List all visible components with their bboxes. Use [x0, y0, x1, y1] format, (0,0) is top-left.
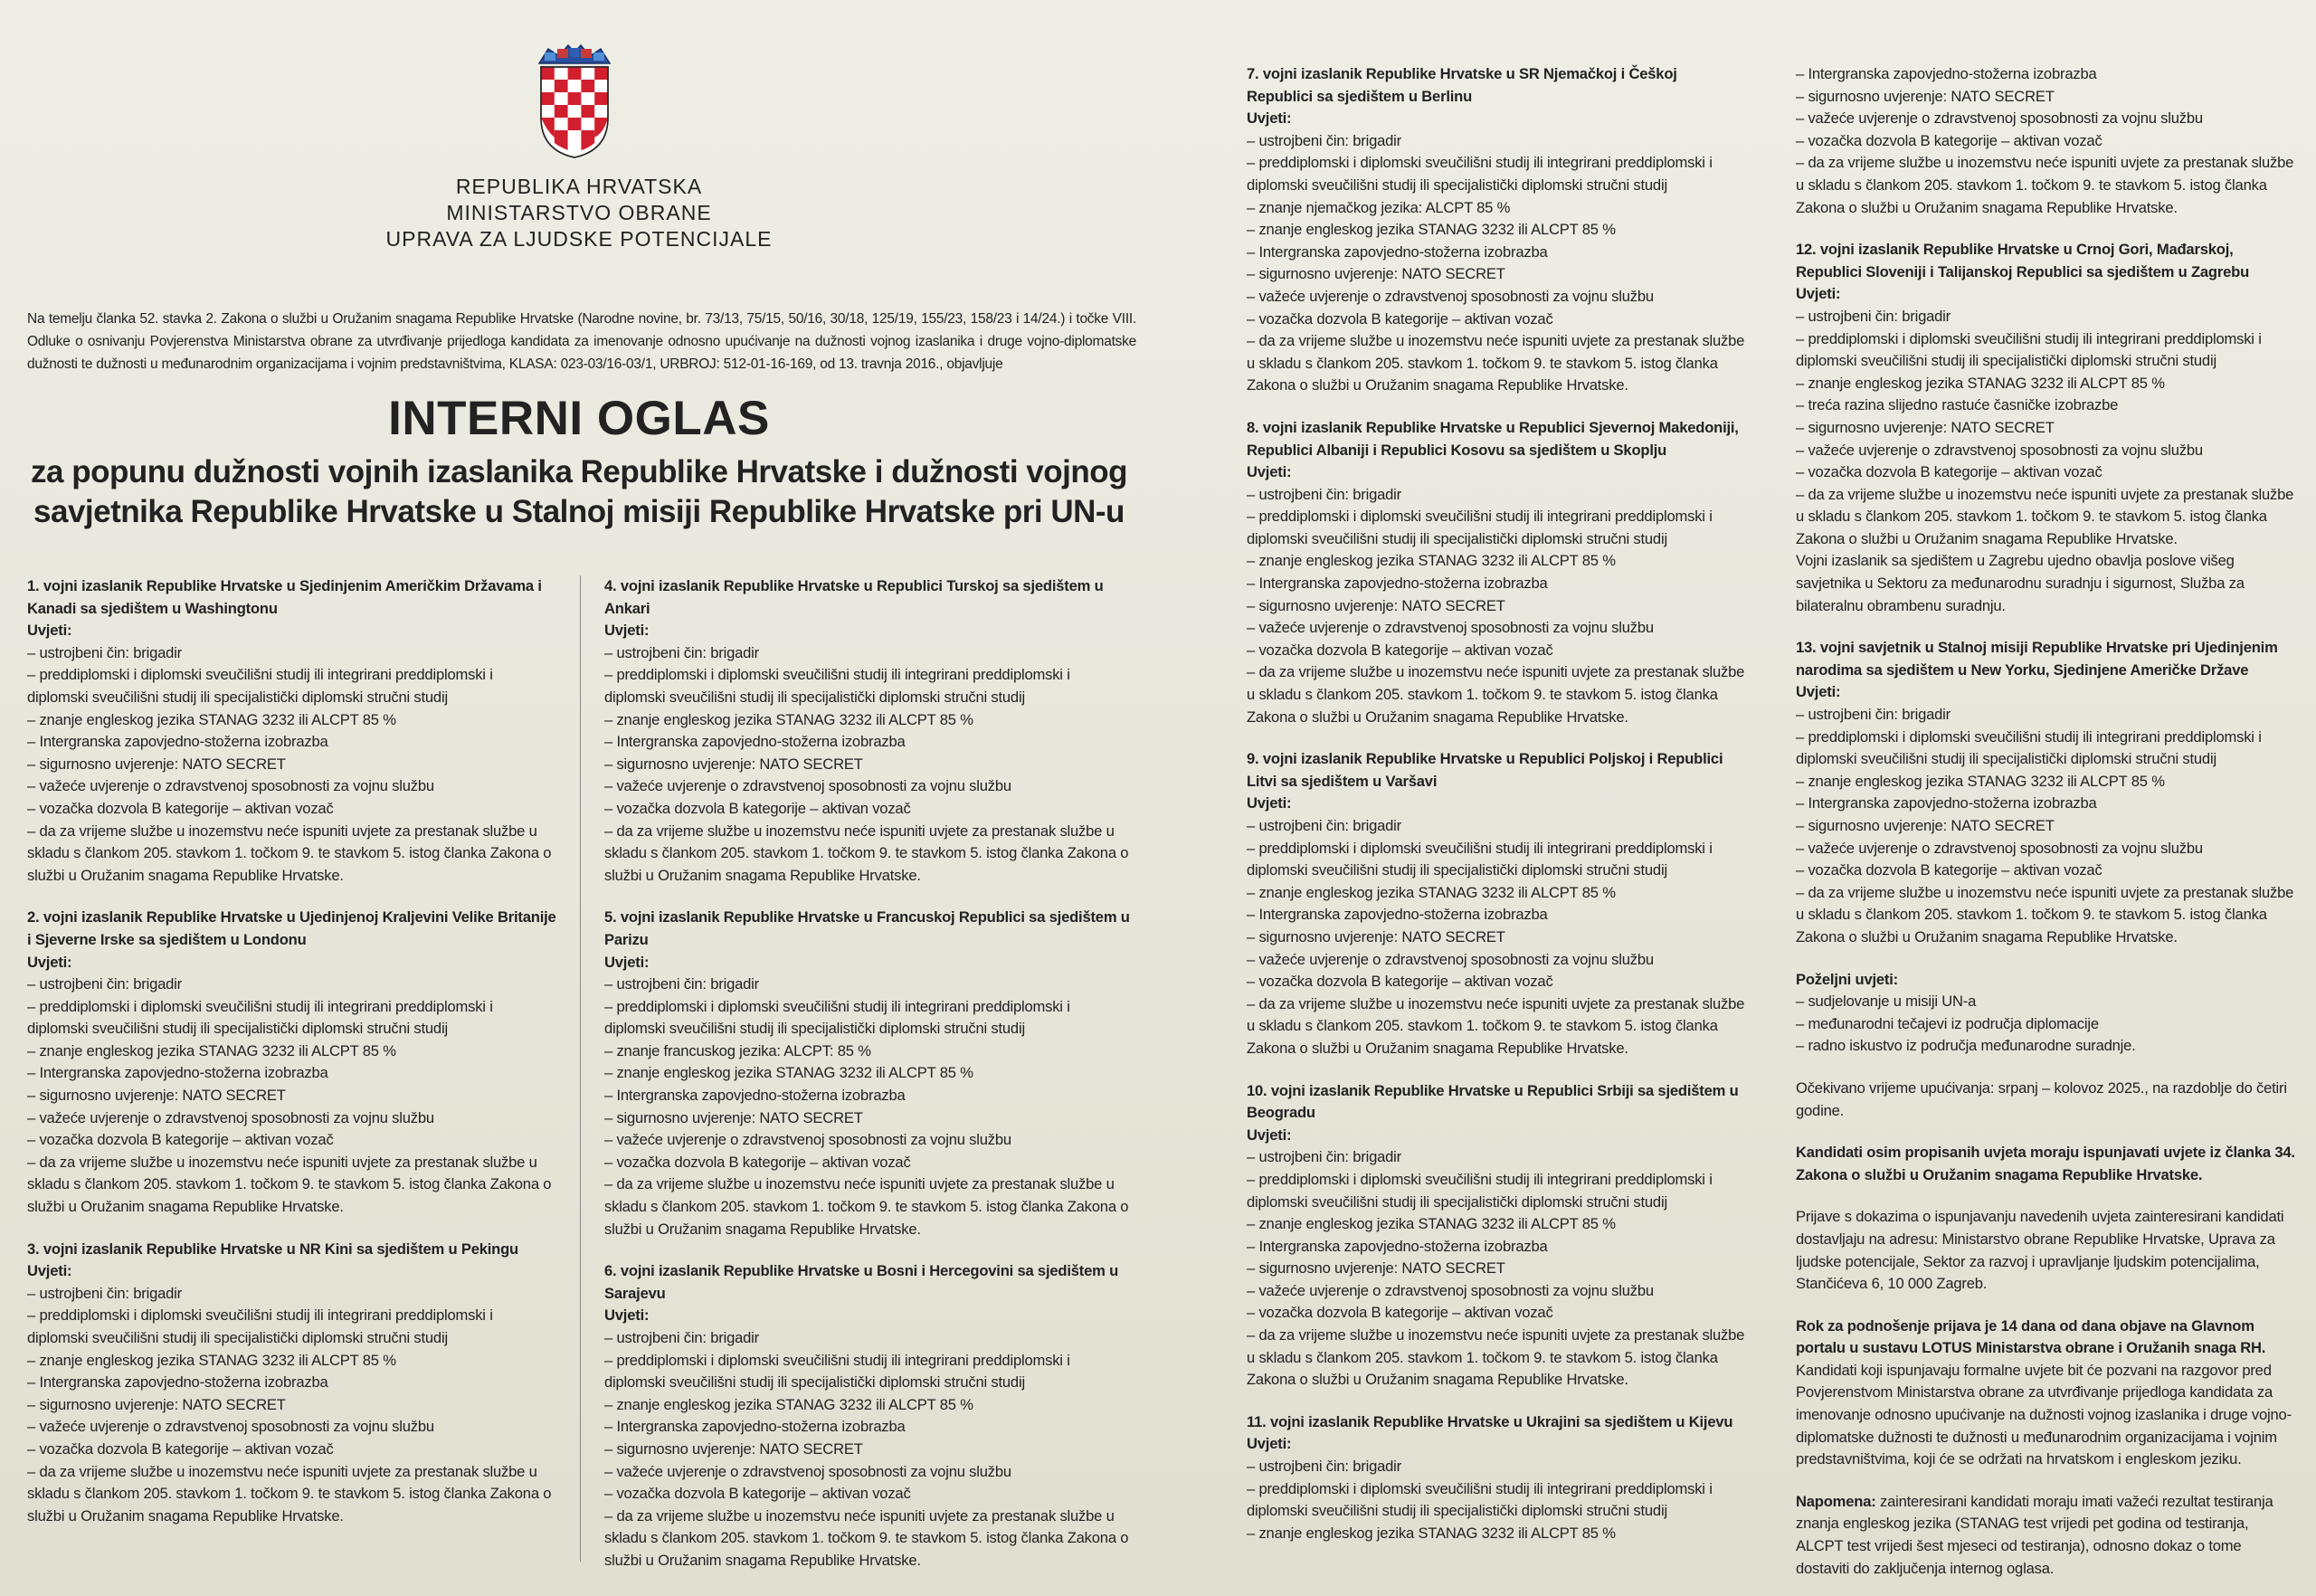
condition-security: – sigurnosno uvjerenje: NATO SECRET: [604, 1108, 863, 1126]
condition-service: – da za vrijeme službe u inozemstvu neće ispuniti uvjete za prestanak službe u skladu s člankom 205. stavkom 1. točkom 9. te stavkom 5. istog članka Zakona o službi u Oružanim snagama Republike Hrvatske.: [1796, 485, 2294, 547]
condition-health: – važeće uvjerenje o zdravstvenoj sposobnosti za vojnu službu: [604, 777, 1011, 795]
conditions-label: Uvjeti:: [27, 622, 72, 640]
condition-rank: – ustrojbeni čin: brigadir: [1247, 485, 1401, 503]
condition-english: – znanje engleskog jezika STANAG 3232 ili ALCPT 85 %: [1796, 374, 2165, 392]
condition-study: – preddiplomski i diplomski sveučilišni studij ili integrirani preddiplomski i diplomski sveučilišni studij ili specijalistički diplomski stručni studij: [1796, 329, 2262, 370]
condition-english: – znanje engleskog jezika STANAG 3232 ili ALCPT 85 %: [1796, 772, 2165, 790]
condition-security: – sigurnosno uvjerenje: NATO SECRET: [27, 1395, 286, 1413]
condition-health: – važeće uvjerenje o zdravstvenoj sposobnosti za vojnu službu: [604, 1131, 1011, 1149]
position-title: 5. vojni izaslanik Republike Hrvatske u Francuskoj Republici sa sjedištem u Parizu: [604, 908, 1130, 948]
condition-study: – preddiplomski i diplomski sveučilišni studij ili integrirani preddiplomski i diplomski sveučilišni studij ili specijalistički diplomski stručni studij: [27, 1306, 493, 1346]
condition-health: – važeće uvjerenje o zdravstvenoj sposobnosti za vojnu službu: [1796, 839, 2203, 857]
condition-service: – da za vrijeme službe u inozemstvu neće ispuniti uvjete za prestanak službe u skladu s člankom 205. stavkom 1. točkom 9. te stavkom 5. istog članka Zakona o službi u Oružanim snagama Republike Hrvatske.: [604, 1506, 1129, 1569]
condition-rank: – ustrojbeni čin: brigadir: [1796, 307, 1951, 325]
position-section-5: [604, 907, 1134, 1240]
condition-study: – preddiplomski i diplomski sveučilišni studij ili integrirani preddiplomski i diplomski sveučilišni studij ili specijalistički diplomski stručni studij: [604, 1351, 1070, 1392]
conditions-label: Uvjeti:: [1247, 1126, 1292, 1144]
condition-staff-training: – Intergranska zapovjedno-stožerna izobrazba: [1247, 1237, 1548, 1255]
column-2: [604, 575, 1134, 1592]
condition-service: – da za vrijeme službe u inozemstvu neće ispuniti uvjete za prestanak službe u skladu s člankom 205. stavkom 1. točkom 9. te stavkom 5. istog članka Zakona o službi u Oružanim snagama Republike Hrvatske.: [1247, 663, 1745, 726]
application-deadline: Rok za podnošenje prijava je 14 dana od dana objave na Glavnom portalu u sustavu LOTUS Ministarstva obrane i Oružanih snaga RH.: [1796, 1316, 2266, 1357]
condition-study: – preddiplomski i diplomski sveučilišni studij ili integrirani preddiplomski i diplomski sveučilišni studij ili specijalistički diplomski stručni studij: [604, 666, 1070, 706]
condition-license: – vozačka dozvola B kategorije – aktivan vozač: [1247, 973, 1553, 991]
condition-english: – znanje engleskog jezika STANAG 3232 ili ALCPT 85 %: [1247, 1524, 1616, 1542]
condition-rank: – ustrojbeni čin: brigadir: [1247, 131, 1401, 149]
condition-license: – vozačka dozvola B kategorije – aktivan vozač: [1247, 309, 1553, 328]
condition-rank: – ustrojbeni čin: brigadir: [1247, 1458, 1401, 1476]
condition-english: – znanje engleskog jezika STANAG 3232 ili ALCPT 85 %: [27, 1041, 396, 1059]
desired-item: – međunarodni tečajevi iz područja diplomacije: [1796, 1014, 2099, 1032]
condition-service: – da za vrijeme službe u inozemstvu neće ispuniti uvjete za prestanak službe u skladu s člankom 205. stavkom 1. točkom 9. te stavkom 5. istog članka Zakona o službi u Oružanim snagama Republike Hrvatske.: [604, 822, 1129, 884]
condition-health: – važeće uvjerenje o zdravstvenoj sposobnosti za vojnu službu: [1796, 109, 2203, 128]
condition-english: – znanje engleskog jezika STANAG 3232 ili ALCPT 85 %: [1247, 1215, 1616, 1233]
issuer-country: REPUBLIKA HRVATSKA: [455, 175, 703, 198]
position-title: 4. vojni izaslanik Republike Hrvatske u Republici Turskoj sa sjedištem u Ankari: [604, 577, 1104, 617]
condition-rank: – ustrojbeni čin: brigadir: [1247, 817, 1401, 834]
condition-staff-training: – Intergranska zapovjedno-stožerna izobrazba: [604, 1087, 906, 1105]
conditions-label: Uvjeti:: [1796, 683, 1841, 701]
notice-subtitle: [27, 452, 1131, 532]
condition-staff-training: – Intergranska zapovjedno-stožerna izobrazba: [1796, 65, 2097, 82]
conditions-label: Uvjeti:: [27, 953, 72, 971]
condition-license: – vozačka dozvola B kategorije – aktivan vozač: [27, 799, 334, 817]
condition-health: – važeće uvjerenje o zdravstvenoj sposobnosti za vojnu službu: [27, 1108, 434, 1126]
condition-staff-training: – Intergranska zapovjedno-stožerna izobrazba: [27, 1064, 328, 1082]
condition-english: – znanje engleskog jezika STANAG 3232 ili ALCPT 85 %: [604, 710, 973, 728]
condition-health: – važeće uvjerenje o zdravstvenoj sposobnosti za vojnu službu: [27, 777, 434, 795]
conditions-label: Uvjeti:: [1247, 109, 1292, 128]
condition-service: – da za vrijeme službe u inozemstvu neće ispuniti uvjete za prestanak službe u skladu s člankom 205. stavkom 1. točkom 9. te stavkom 5. istog članka Zakona o službi u Oružanim snagama Republike Hrvatske.: [1247, 332, 1745, 394]
candidate-requirements: Kandidati osim propisanih uvjeta moraju ispunjavati uvjete iz članka 34. Zakona o službi u Oružanim snagama Republike Hrvatske.: [1796, 1144, 2295, 1183]
conditions-label: Uvjeti:: [1247, 794, 1292, 812]
condition-security: – sigurnosno uvjerenje: NATO SECRET: [27, 1087, 286, 1105]
condition-english: – znanje engleskog jezika STANAG 3232 ili ALCPT 85 %: [27, 710, 396, 728]
condition-service: – da za vrijeme službe u inozemstvu neće ispuniti uvjete za prestanak službe u skladu s člankom 205. stavkom 1. točkom 9. te stavkom 5. istog članka Zakona o službi u Oružanim snagama Republike Hrvatske.: [1247, 994, 1745, 1057]
issuer-ministry: MINISTARSTVO OBRANE: [446, 201, 712, 224]
condition-study: – preddiplomski i diplomski sveučilišni studij ili integrirani preddiplomski i diplomski sveučilišni studij ili specijalistički diplomski stručni studij: [1796, 727, 2262, 768]
issuer-header: [27, 174, 1131, 252]
condition-rank: – ustrojbeni čin: brigadir: [604, 1329, 759, 1346]
condition-health: – važeće uvjerenje o zdravstvenoj sposobnosti za vojnu službu: [1796, 441, 2203, 459]
desired-item: – sudjelovanje u misiji UN-a: [1796, 993, 1977, 1011]
condition-license: – vozačka dozvola B kategorije – aktivan vozač: [1247, 641, 1553, 659]
condition-officer-education: – treća razina slijedno rastuće časničke izobrazbe: [1796, 396, 2119, 414]
condition-german: – znanje njemačkog jezika: ALCPT 85 %: [1247, 198, 1511, 216]
condition-license: – vozačka dozvola B kategorije – aktivan vozač: [27, 1439, 334, 1458]
condition-service: – da za vrijeme službe u inozemstvu neće ispuniti uvjete za prestanak službe u skladu s člankom 205. stavkom 1. točkom 9. te stavkom 5. istog članka Zakona o službi u Oružanim snagama Republike Hrvatske.: [1247, 1326, 1745, 1389]
condition-rank: – ustrojbeni čin: brigadir: [1796, 706, 1951, 724]
position-title: 9. vojni izaslanik Republike Hrvatske u Republici Poljskoj i Republici Litvi sa sjedištem u Varšavi: [1247, 750, 1723, 790]
condition-license: – vozačka dozvola B kategorije – aktivan vozač: [1796, 861, 2102, 879]
condition-health: – važeće uvjerenje o zdravstvenoj sposobnosti za vojnu službu: [1247, 619, 1654, 637]
position-title: 13. vojni savjetnik u Stalnoj misiji Republike Hrvatske pri Ujedinjenim narodima sa sjedištem u New Yorku, Sjedinjene Američke Države: [1796, 639, 2278, 679]
position-note: Vojni izaslanik sa sjedištem u Zagrebu ujedno obavlja poslove višeg savjetnika u Sektoru za međunarodnu suradnju i sigurnost, Služba za bilateralnu obrambenu suradnju.: [1796, 552, 2245, 614]
condition-security: – sigurnosno uvjerenje: NATO SECRET: [1247, 1259, 1505, 1278]
condition-service: – da za vrijeme službe u inozemstvu neće ispuniti uvjete za prestanak službe u skladu s člankom 205. stavkom 1. točkom 9. te stavkom 5. istog članka Zakona o službi u Oružanim snagama Republike Hrvatske.: [604, 1175, 1129, 1238]
condition-security: – sigurnosno uvjerenje: NATO SECRET: [1247, 596, 1505, 614]
condition-french: – znanje francuskog jezika: ALCPT: 85 %: [604, 1041, 871, 1059]
condition-health: – važeće uvjerenje o zdravstvenoj sposobnosti za vojnu službu: [27, 1418, 434, 1436]
position-section-1: [27, 575, 557, 887]
position-section-3: [27, 1239, 557, 1528]
condition-staff-training: – Intergranska zapovjedno-stožerna izobrazba: [604, 733, 906, 751]
position-section-13: [1796, 637, 2295, 948]
note-label: Napomena:: [1796, 1492, 1876, 1510]
conditions-label: Uvjeti:: [1247, 463, 1292, 481]
position-section-10: [1247, 1080, 1746, 1392]
condition-staff-training: – Intergranska zapovjedno-stožerna izobrazba: [1796, 794, 2097, 812]
condition-english: – znanje engleskog jezika STANAG 3232 ili ALCPT 85 %: [604, 1395, 973, 1413]
croatian-coat-of-arms-icon: [534, 43, 615, 159]
condition-rank: – ustrojbeni čin: brigadir: [27, 643, 182, 661]
conditions-label: Uvjeti:: [604, 953, 650, 971]
position-title: 1. vojni izaslanik Republike Hrvatske u Sjedinjenim Američkim Državama i Kanadi sa sjedištem u Washingtonu: [27, 577, 542, 617]
desired-conditions: [1796, 969, 2295, 1058]
column-1: [27, 575, 557, 1547]
application-address: Prijave s dokazima o ispunjavanju navedenih uvjeta zainteresirani kandidati dostavljaju na adresu: Ministarstvo obrane Republike Hrvatske, Uprava za ljudske potencijale, Sektor za razvoj i upravljanje ljudskim potencijalima, Stančićeva 6, 10 000 Zagreb.: [1796, 1208, 2284, 1293]
position-title: 11. vojni izaslanik Republike Hrvatske u Ukrajini sa sjedištem u Kijevu: [1247, 1412, 1733, 1430]
position-section-4: [604, 575, 1134, 887]
condition-study: – preddiplomski i diplomski sveučilišni studij ili integrirani preddiplomski i diplomski sveučilišni studij ili specijalistički diplomski stručni studij: [1247, 154, 1713, 194]
interview-info: Kandidati koji ispunjavaju formalne uvjete bit će pozvani na razgovor pred Povjerenstvom Ministarstva obrane za utvrđivanje prijedloga kandidata za imenovanje odnosno upućivanje na dužnosti vojnog izaslanika i druge vojno-diplomatske dužnosti te dužnosti u međunarodnim organizacijama i vojnim predstavništvima, koji će se održati na hrvatskom i engleskom jeziku.: [1796, 1361, 2292, 1468]
expected-deployment: Očekivano vrijeme upućivanja: srpanj – kolovoz 2025., na razdoblje do četiri godine.: [1796, 1078, 2287, 1119]
condition-security: – sigurnosno uvjerenje: NATO SECRET: [1247, 927, 1505, 945]
condition-study: – preddiplomski i diplomski sveučilišni studij ili integrirani preddiplomski i diplomski sveučilišni studij ili specijalistički diplomski stručni studij: [1247, 1170, 1713, 1211]
position-title: 8. vojni izaslanik Republike Hrvatske u Republici Sjevernoj Makedoniji, Republici Albaniji i Republici Kosovu sa sjedištem u Skoplju: [1247, 418, 1739, 459]
position-section-6: [604, 1260, 1134, 1572]
condition-security: – sigurnosno uvjerenje: NATO SECRET: [1796, 418, 2055, 436]
condition-staff-training: – Intergranska zapovjedno-stožerna izobrazba: [27, 1373, 328, 1392]
condition-staff-training: – Intergranska zapovjedno-stožerna izobrazba: [1247, 242, 1548, 261]
condition-study: – preddiplomski i diplomski sveučilišni studij ili integrirani preddiplomski i diplomski sveučilišni studij ili specijalistički diplomski stručni studij: [1247, 508, 1713, 547]
condition-english: – znanje engleskog jezika STANAG 3232 ili ALCPT 85 %: [1247, 221, 1616, 239]
conditions-label: Uvjeti:: [604, 622, 650, 640]
condition-rank: – ustrojbeni čin: brigadir: [604, 643, 759, 661]
subtitle-line-2: savjetnika Republike Hrvatske u Stalnoj misiji Republike Hrvatske pri UN-u: [33, 494, 1125, 529]
position-section-11-continued: [1796, 63, 2295, 219]
condition-study: – preddiplomski i diplomski sveučilišni studij ili integrirani preddiplomski i diplomski sveučilišni studij ili specijalistički diplomski stručni studij: [1247, 1479, 1713, 1520]
condition-study: – preddiplomski i diplomski sveučilišni studij ili integrirani preddiplomski i diplomski sveučilišni studij ili specijalistički diplomski stručni studij: [27, 666, 493, 706]
issuer-directorate: UPRAVA ZA LJUDSKE POTENCIJALE: [385, 227, 773, 251]
condition-license: – vozačka dozvola B kategorije – aktivan vozač: [604, 799, 911, 817]
position-title: 12. vojni izaslanik Republike Hrvatske u Crnoj Gori, Mađarskoj, Republici Sloveniji i Talijanskoj Republici sa sjedištem u Zagrebu: [1796, 241, 2250, 280]
condition-license: – vozačka dozvola B kategorije – aktivan vozač: [27, 1131, 334, 1149]
condition-rank: – ustrojbeni čin: brigadir: [27, 975, 182, 993]
position-title: 10. vojni izaslanik Republike Hrvatske u Republici Srbiji sa sjedištem u Beogradu: [1247, 1081, 1739, 1122]
conditions-label: Uvjeti:: [604, 1306, 650, 1325]
conditions-label: Uvjeti:: [1247, 1435, 1292, 1453]
condition-license: – vozačka dozvola B kategorije – aktivan vozač: [604, 1485, 911, 1503]
position-section-7: [1247, 63, 1746, 397]
conditions-label: Uvjeti:: [1796, 285, 1841, 303]
condition-service: – da za vrijeme službe u inozemstvu neće ispuniti uvjete za prestanak službe u skladu s člankom 205. stavkom 1. točkom 9. te stavkom 5. istog članka Zakona o službi u Oružanim snagama Republike Hrvatske.: [27, 1462, 552, 1525]
position-section-11: [1247, 1411, 1746, 1545]
condition-rank: – ustrojbeni čin: brigadir: [27, 1284, 182, 1302]
condition-health: – važeće uvjerenje o zdravstvenoj sposobnosti za vojnu službu: [1247, 287, 1654, 305]
condition-license: – vozačka dozvola B kategorije – aktivan vozač: [1796, 131, 2102, 149]
condition-security: – sigurnosno uvjerenje: NATO SECRET: [604, 755, 863, 773]
position-title: 6. vojni izaslanik Republike Hrvatske u Bosni i Hercegovini sa sjedištem u Sarajevu: [604, 1262, 1119, 1302]
condition-rank: – ustrojbeni čin: brigadir: [1247, 1148, 1401, 1166]
position-section-12: [1796, 239, 2295, 617]
condition-security: – sigurnosno uvjerenje: NATO SECRET: [1796, 817, 2055, 834]
condition-english: – znanje engleskog jezika STANAG 3232 ili ALCPT 85 %: [27, 1351, 396, 1369]
conditions-label: Uvjeti:: [27, 1262, 72, 1280]
condition-service: – da za vrijeme službe u inozemstvu neće ispuniti uvjete za prestanak službe u skladu s člankom 205. stavkom 1. točkom 9. te stavkom 5. istog članka Zakona o službi u Oružanim snagama Republike Hrvatske.: [1796, 883, 2294, 945]
desired-item: – radno iskustvo iz područja međunarodne suradnje.: [1796, 1037, 2136, 1055]
condition-study: – preddiplomski i diplomski sveučilišni studij ili integrirani preddiplomski i diplomski sveučilišni studij ili specijalistički diplomski stručni studij: [27, 997, 493, 1038]
condition-rank: – ustrojbeni čin: brigadir: [604, 975, 759, 993]
condition-staff-training: – Intergranska zapovjedno-stožerna izobrazba: [27, 733, 328, 751]
condition-license: – vozačka dozvola B kategorije – aktivan vozač: [604, 1153, 911, 1171]
position-section-9: [1247, 748, 1746, 1059]
condition-health: – važeće uvjerenje o zdravstvenoj sposobnosti za vojnu službu: [1247, 950, 1654, 968]
legal-basis-intro: Na temelju članka 52. stavka 2. Zakona o službi u Oružanim snagama Republike Hrvatske (Narodne novine, br. 73/13, 75/15, 50/16, 30/18, 125/19, 155/23, 158/23 i 14/24.) i točke VIII. Odluke o osnivanju Povjerenstva Ministarstva obrane za utvrđivanje prijedloga kandidata za imenovanje odnosno upućivanje na dužnosti vojnog izaslanika i druge vojno-diplomatske dužnosti te dužnosti u međunarodnim organizacijama i vojnim predstavništvima, KLASA: 023-03/16-03/1, URBROJ: 512-01-16-169, od 13. travnja 2016., objavljuje: [27, 311, 1136, 372]
column-4: [1796, 63, 2295, 1580]
subtitle-line-1: za popunu dužnosti vojnih izaslanika Republike Hrvatske i dužnosti vojnog: [31, 454, 1127, 489]
condition-staff-training: – Intergranska zapovjedno-stožerna izobrazba: [1247, 906, 1548, 924]
condition-service: – da za vrijeme službe u inozemstvu neće ispuniti uvjete za prestanak službe u skladu s člankom 205. stavkom 1. točkom 9. te stavkom 5. istog članka Zakona o službi u Oružanim snagama Republike Hrvatske.: [27, 1153, 552, 1216]
condition-security: – sigurnosno uvjerenje: NATO SECRET: [604, 1439, 863, 1458]
condition-license: – vozačka dozvola B kategorije – aktivan vozač: [1247, 1304, 1553, 1322]
condition-service: – da za vrijeme službe u inozemstvu neće ispuniti uvjete za prestanak službe u skladu s člankom 205. stavkom 1. točkom 9. te stavkom 5. istog članka Zakona o službi u Oružanim snagama Republike Hrvatske.: [27, 822, 552, 884]
condition-english: – znanje engleskog jezika STANAG 3232 ili ALCPT 85 %: [1247, 552, 1616, 570]
condition-study: – preddiplomski i diplomski sveučilišni studij ili integrirani preddiplomski i diplomski sveučilišni studij ili specijalistički diplomski stručni studij: [604, 997, 1070, 1038]
condition-health: – važeće uvjerenje o zdravstvenoj sposobnosti za vojnu službu: [604, 1462, 1011, 1480]
position-title: 3. vojni izaslanik Republike Hrvatske u NR Kini sa sjedištem u Pekingu: [27, 1240, 518, 1258]
condition-english: – znanje engleskog jezika STANAG 3232 ili ALCPT 85 %: [604, 1064, 973, 1082]
condition-service: – da za vrijeme službe u inozemstvu neće ispuniti uvjete za prestanak službe u skladu s člankom 205. stavkom 1. točkom 9. te stavkom 5. istog članka Zakona o službi u Oružanim snagama Republike Hrvatske.: [1796, 154, 2294, 216]
condition-english: – znanje engleskog jezika STANAG 3232 ili ALCPT 85 %: [1247, 883, 1616, 901]
note: [1796, 1491, 2295, 1580]
position-section-8: [1247, 417, 1746, 728]
desired-conditions-label: Poželjni uvjeti:: [1796, 970, 1898, 988]
condition-security: – sigurnosno uvjerenje: NATO SECRET: [1247, 265, 1505, 283]
condition-license: – vozačka dozvola B kategorije – aktivan vozač: [1796, 463, 2102, 481]
condition-study: – preddiplomski i diplomski sveučilišni studij ili integrirani preddiplomski i diplomski sveučilišni studij ili specijalistički diplomski stručni studij: [1247, 839, 1713, 879]
position-title: 7. vojni izaslanik Republike Hrvatske u SR Njemačkoj i Češkoj Republici sa sjedištem u Berlinu: [1247, 65, 1677, 105]
notice-title: INTERNI OGLAS: [388, 392, 770, 445]
condition-security: – sigurnosno uvjerenje: NATO SECRET: [27, 755, 286, 773]
column-3: [1247, 63, 1746, 1564]
note-text: zainteresirani kandidati moraju imati važeći rezultat testiranja znanja engleskog jezika (STANAG test vrijedi pet godina od testiranja, ALCPT test vrijedi šest mjeseci od testiranja), odnosno dokaz o tome dostaviti do zaključenja internog oglasa.: [1796, 1492, 2273, 1577]
application-deadline-block: [1796, 1316, 2295, 1471]
position-title: 2. vojni izaslanik Republike Hrvatske u Ujedinjenoj Kraljevini Velike Britanije i Sjeverne Irske sa sjedištem u Londonu: [27, 908, 556, 948]
column-divider: [580, 575, 581, 1562]
condition-health: – važeće uvjerenje o zdravstvenoj sposobnosti za vojnu službu: [1247, 1281, 1654, 1299]
position-section-2: [27, 907, 557, 1218]
condition-security: – sigurnosno uvjerenje: NATO SECRET: [1796, 87, 2055, 105]
condition-staff-training: – Intergranska zapovjedno-stožerna izobrazba: [604, 1418, 906, 1436]
condition-staff-training: – Intergranska zapovjedno-stožerna izobrazba: [1247, 575, 1548, 593]
